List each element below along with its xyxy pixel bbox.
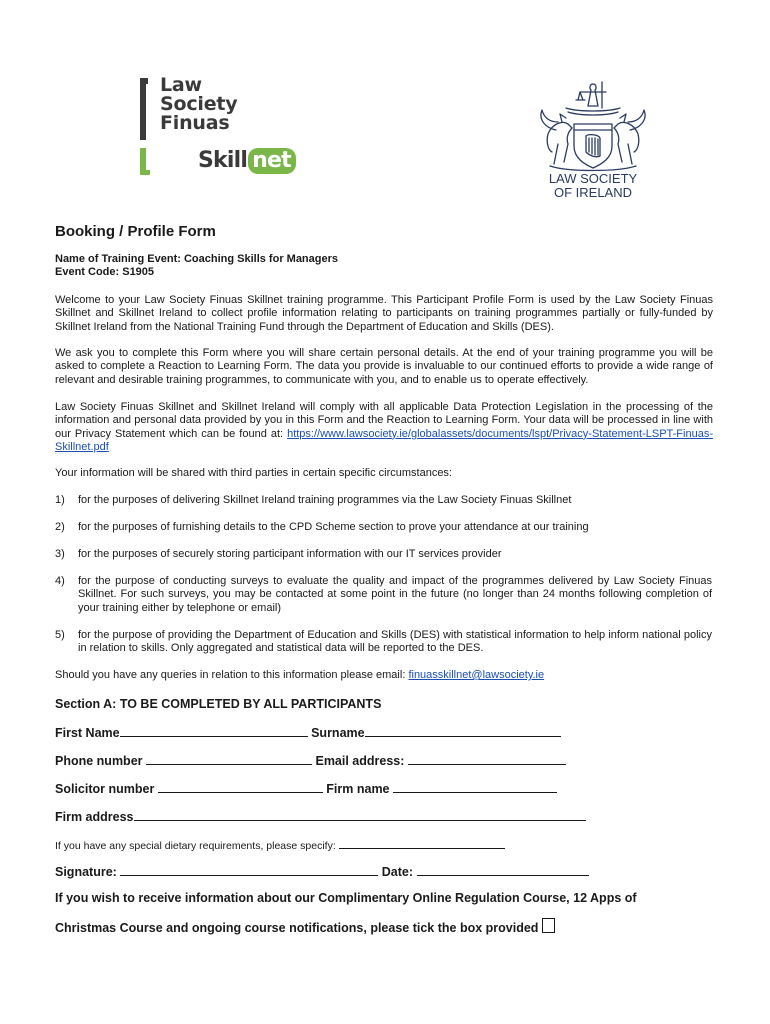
signature-row xyxy=(55,863,589,879)
first-name-field[interactable] xyxy=(120,724,308,737)
list-item: for the purposes of delivering Skillnet Ireland training programmes via the Law Society Finuas Skillnet xyxy=(78,494,572,506)
contact-email-link[interactable]: finuasskillnet@lawsociety.ie xyxy=(408,669,545,681)
solicitor-number-field[interactable] xyxy=(158,780,323,793)
signature-field[interactable] xyxy=(120,863,378,876)
third-parties-intro: Your information will be shared with third parties in certain specific circumstances: xyxy=(55,467,452,479)
firm-address-label: Firm address xyxy=(55,810,134,824)
first-name-label: First Name xyxy=(55,726,120,740)
crest-line-1: LAW SOCIETY xyxy=(548,171,638,186)
course-offer-line-1: If you wish to receive information about our Complimentary Online Regulation Course, 12 Apps of xyxy=(55,891,637,905)
dietary-field[interactable] xyxy=(339,838,505,849)
name-row xyxy=(55,724,561,740)
list-item: for the purposes of securely storing participant information with our IT services provider xyxy=(78,548,502,560)
surname-label: Surname xyxy=(311,726,365,740)
course-offer-text: Christmas Course and ongoing course notifications, please tick the box provided xyxy=(55,921,539,935)
skillnet-net: net xyxy=(248,148,296,174)
dietary-row xyxy=(55,838,505,852)
law-society-finuas-skillnet-logo xyxy=(140,76,300,186)
page-title: Booking / Profile Form xyxy=(55,223,216,240)
event-code: Event Code: S1905 xyxy=(55,266,155,278)
list-item-number: 3) xyxy=(55,548,65,560)
queries-text: Should you have any queries in relation to this information please email: xyxy=(55,669,409,681)
logo-word-law: Law xyxy=(160,74,202,96)
list-item: for the purpose of conducting surveys to evaluate the quality and impact of the programmes delivered by Law Society Finuas Skillnet. For such surveys, you may be contacted at some point in the future (no longer than 24 months following completion of your training either by telephone or email) xyxy=(78,575,712,614)
email-field[interactable] xyxy=(408,752,566,765)
list-item-number: 1) xyxy=(55,494,65,506)
privacy-statement-link[interactable]: https://www.lawsociety.ie/globalassets/documents/lspt/Privacy-Statement-LSPT-Finuas-Skillnet.pdf xyxy=(55,427,713,454)
queries-paragraph xyxy=(55,669,713,682)
crest-line-2: OF IRELAND xyxy=(553,185,632,200)
list-item-number: 2) xyxy=(55,521,65,533)
logo-word-finuas: Finuas xyxy=(160,112,230,134)
email-label: Email address: xyxy=(315,754,405,768)
event-name: Name of Training Event: Coaching Skills for Managers xyxy=(55,253,339,265)
intro-paragraph: Welcome to your Law Society Finuas Skillnet training programme. This Participant Profile Form is used by the Law Society Finuas Skillnet and Skillnet Ireland to collect profile information relating to participants on training programmes partially or fully-funded by Skillnet Ireland from the National Training Fund through the Department of Education and Skills (DES). xyxy=(55,294,713,333)
course-offer-line-2 xyxy=(55,918,555,935)
logo-bracket xyxy=(140,78,148,174)
skillnet-wordmark xyxy=(198,148,296,173)
firm-address-field[interactable] xyxy=(134,808,586,821)
date-field[interactable] xyxy=(417,863,589,876)
section-a-heading: Section A: TO BE COMPLETED BY ALL PARTICIPANTS xyxy=(55,697,382,711)
data-protection-text: Law Society Finuas Skillnet and Skillnet Ireland will comply with all applicable Data Protection Legislation in the processing of the information and personal data provided by you in this Form and the Reaction to Learning Form. Your data will be processed in line with our Privacy Statement which can be found at: xyxy=(55,401,713,440)
dietary-label: If you have any special dietary requirements, please specify: xyxy=(55,840,336,852)
list-item: for the purposes of furnishing details to the CPD Scheme section to prove your attendance at our training xyxy=(78,521,589,533)
surname-field[interactable] xyxy=(365,724,561,737)
list-item-number: 4) xyxy=(55,575,65,587)
law-society-crest-icon xyxy=(528,72,658,176)
solicitor-number-label: Solicitor number xyxy=(55,782,155,796)
skillnet-skill: Skill xyxy=(198,148,248,173)
list-item: for the purpose of providing the Department of Education and Skills (DES) with statistical information to help inform national policy in relation to skills. Only aggregated and statistical data will be reported to the DES. xyxy=(78,629,712,655)
signature-label: Signature: xyxy=(55,865,117,879)
contact-row xyxy=(55,752,566,768)
solicitor-row xyxy=(55,780,557,796)
logo-word-society: Society xyxy=(160,93,238,115)
phone-label: Phone number xyxy=(55,754,143,768)
reaction-paragraph: We ask you to complete this Form where you will share certain personal details. At the end of your training programme you will be asked to complete a Reaction to Learning Form. The data you provide is invaluable to our continued efforts to provide a wide range of relevant and desirable training programmes, to communicate with you, and to enable us to operate effectively. xyxy=(55,347,713,386)
finuas-wordmark xyxy=(160,76,260,133)
phone-field[interactable] xyxy=(146,752,312,765)
firm-name-field[interactable] xyxy=(393,780,557,793)
list-item-number: 5) xyxy=(55,629,65,641)
firm-name-label: Firm name xyxy=(326,782,390,796)
firm-address-row xyxy=(55,808,586,824)
data-protection-paragraph xyxy=(55,401,713,455)
notification-checkbox[interactable] xyxy=(542,918,555,933)
date-label: Date: xyxy=(381,865,414,879)
crest-caption xyxy=(523,172,663,200)
